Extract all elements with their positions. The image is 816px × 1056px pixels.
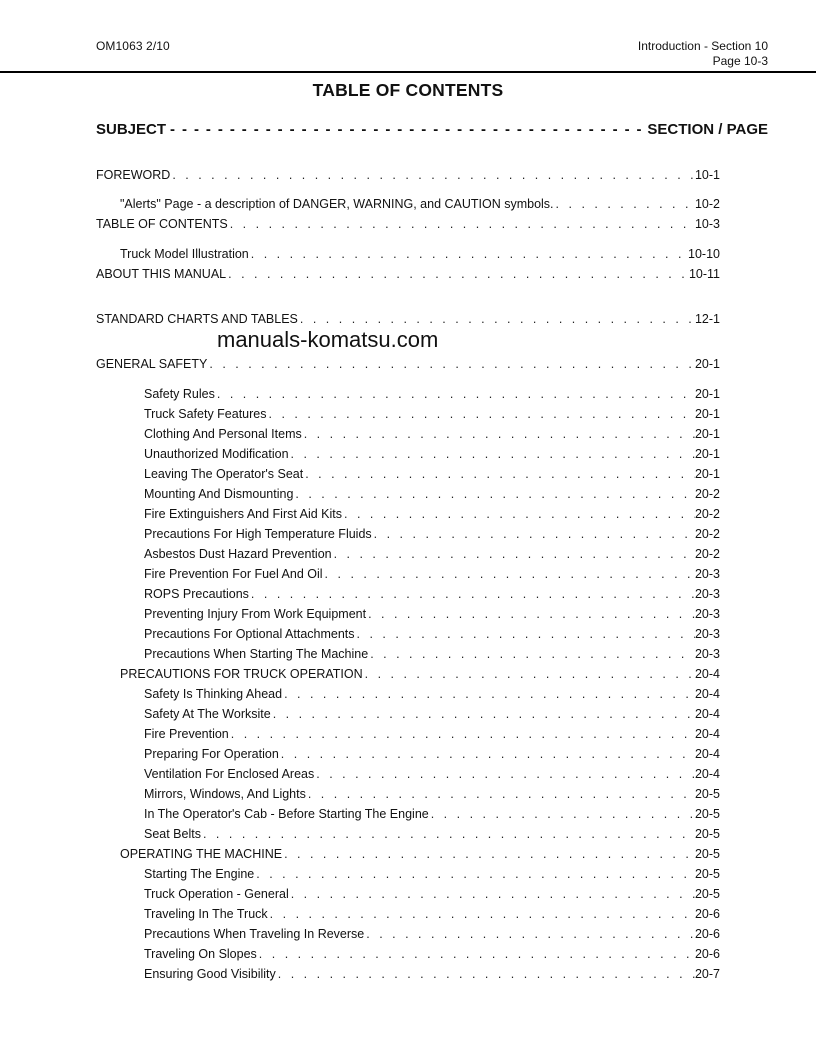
dot-leader <box>289 887 695 901</box>
toc-entry-page: 20-3 <box>694 647 720 661</box>
toc-entry-page: 20-2 <box>694 527 720 541</box>
toc-entry-title: Traveling On Slopes <box>144 947 257 961</box>
toc-entry-page: 20-1 <box>694 407 720 421</box>
toc-entry[interactable] <box>144 747 720 763</box>
toc-entry[interactable] <box>144 947 720 963</box>
dot-leader <box>302 427 695 441</box>
dot-leader <box>332 547 695 561</box>
toc-entry-page: 20-3 <box>694 587 720 601</box>
dot-leader <box>276 967 695 981</box>
toc-entry[interactable] <box>144 587 720 603</box>
toc-entry-page: 20-4 <box>694 707 720 721</box>
toc-entry-title: FOREWORD <box>96 168 171 182</box>
toc-entry[interactable] <box>120 197 720 213</box>
dot-leader <box>429 807 695 821</box>
dot-leader <box>282 847 695 861</box>
dot-leader <box>207 357 695 371</box>
toc-entry-page: 20-1 <box>694 447 720 461</box>
toc-entry-title: OPERATING THE MACHINE <box>120 847 283 861</box>
dot-leader <box>215 387 695 401</box>
dot-leader <box>355 627 695 641</box>
toc-entry[interactable] <box>144 487 720 503</box>
toc-entry[interactable] <box>144 407 720 423</box>
dot-leader <box>366 607 695 621</box>
toc-entry-title: Preparing For Operation <box>144 747 279 761</box>
toc-entry-page: 20-2 <box>694 547 720 561</box>
toc-entry-title: GENERAL SAFETY <box>96 357 208 371</box>
toc-entry-page: 20-4 <box>694 727 720 741</box>
dot-leader <box>372 527 695 541</box>
dot-leader <box>363 667 695 681</box>
toc-entry-title: Precautions When Starting The Machine <box>144 647 369 661</box>
dot-leader <box>282 687 695 701</box>
toc-entry-page: 20-5 <box>694 847 720 861</box>
toc-entry-title: Unauthorized Modification <box>144 447 289 461</box>
toc-entry-page: 10-11 <box>688 267 720 281</box>
toc-entry[interactable] <box>144 467 720 483</box>
toc-entry-title: Ventilation For Enclosed Areas <box>144 767 315 781</box>
toc-entry[interactable] <box>144 387 720 403</box>
toc-entry-title: Truck Operation - General <box>144 887 289 901</box>
toc-entry[interactable] <box>144 547 720 563</box>
toc-entry-title: Truck Model Illustration <box>120 247 249 261</box>
toc-entry-page: 20-2 <box>694 507 720 521</box>
toc-entry[interactable] <box>144 707 720 723</box>
toc-entry-title: ABOUT THIS MANUAL <box>96 267 227 281</box>
toc-entry-page: 10-2 <box>694 197 720 211</box>
toc-entry-title: Mirrors, Windows, And Lights <box>144 787 306 801</box>
toc-entry-page: 20-1 <box>694 357 720 371</box>
toc-entry[interactable] <box>144 687 720 703</box>
toc-entry-page: 20-1 <box>694 427 720 441</box>
toc-entry[interactable] <box>120 667 720 683</box>
toc-entry[interactable] <box>144 867 720 883</box>
toc-entry-title: Precautions For Optional Attachments <box>144 627 355 641</box>
dot-leader <box>364 927 695 941</box>
toc-entry-page: 20-6 <box>694 927 720 941</box>
toc-entry-title: Fire Prevention For Fuel And Oil <box>144 567 323 581</box>
toc-entry-page: 10-10 <box>688 247 720 261</box>
toc-entry-title: Mounting And Dismounting <box>144 487 294 501</box>
document-code: OM1063 2/10 <box>96 39 170 53</box>
toc-entry-title: Precautions When Traveling In Reverse <box>144 927 365 941</box>
section-label: Introduction - Section 10 <box>637 39 768 53</box>
dot-leader <box>254 867 695 881</box>
toc-entry-title: Ensuring Good Visibility <box>144 967 276 981</box>
dot-leader <box>342 507 695 521</box>
toc-entry-title: Fire Prevention <box>144 727 229 741</box>
toc-entry-page: 20-5 <box>694 887 720 901</box>
dot-leader <box>228 217 695 231</box>
toc-entry[interactable] <box>144 567 720 583</box>
toc-entry[interactable] <box>96 217 720 233</box>
toc-entry-page: 20-5 <box>694 787 720 801</box>
toc-entry[interactable] <box>120 247 720 263</box>
watermark-text: manuals-komatsu.com <box>217 327 439 352</box>
page-title: TABLE OF CONTENTS <box>312 80 504 100</box>
subject-label: SUBJECT <box>96 121 167 138</box>
toc-entry[interactable] <box>144 907 720 923</box>
toc-entry[interactable] <box>120 847 720 863</box>
toc-entry-title: TABLE OF CONTENTS <box>96 217 228 231</box>
toc-entry-page: 20-4 <box>694 687 720 701</box>
toc-entry-title: Fire Extinguishers And First Aid Kits <box>144 507 342 521</box>
toc-entry[interactable] <box>144 787 720 803</box>
toc-entry-page: 20-2 <box>694 487 720 501</box>
toc-entry-page: 20-4 <box>694 667 720 681</box>
toc-entry-page: 20-6 <box>694 947 720 961</box>
toc-entry[interactable] <box>96 312 720 328</box>
dot-leader <box>257 947 695 961</box>
dot-leader <box>249 247 688 261</box>
toc-entry[interactable] <box>144 807 720 823</box>
toc-entry-page: 20-3 <box>694 607 720 621</box>
toc-entry[interactable] <box>144 887 720 903</box>
dot-leader <box>303 467 695 481</box>
toc-entry-page: 12-1 <box>694 312 720 326</box>
toc-entry-page: 20-5 <box>694 827 720 841</box>
toc-entry-page: 10-1 <box>694 168 720 182</box>
dot-leader <box>201 827 695 841</box>
toc-entry[interactable] <box>144 527 720 543</box>
toc-entry[interactable] <box>144 647 720 663</box>
dot-leader <box>249 587 695 601</box>
toc-entry-title: Safety Is Thinking Ahead <box>144 687 283 701</box>
toc-entry[interactable] <box>144 827 720 843</box>
toc-entry-page: 20-5 <box>694 807 720 821</box>
toc-entry-page: 10-3 <box>694 217 720 231</box>
toc-entry-title: ROPS Precautions <box>144 587 249 601</box>
dot-leader <box>226 267 689 281</box>
toc-entry[interactable] <box>144 927 720 943</box>
dot-leader <box>279 747 695 761</box>
toc-entry[interactable] <box>96 357 720 373</box>
dot-leader <box>267 407 695 421</box>
toc-entry-title: "Alerts" Page - a description of DANGER, WARNING, and CAUTION symbols. <box>120 197 554 211</box>
dot-leader <box>289 447 695 461</box>
toc-entry[interactable] <box>144 967 720 983</box>
toc-entry-title: Clothing And Personal Items <box>144 427 302 441</box>
toc-entry[interactable] <box>96 267 720 283</box>
section-page-label: SECTION / PAGE <box>647 121 768 138</box>
page-number: Page 10-3 <box>712 54 768 68</box>
toc-entry-page: 20-3 <box>694 627 720 641</box>
toc-entry-title: PRECAUTIONS FOR TRUCK OPERATION <box>120 667 363 681</box>
dot-leader <box>314 767 695 781</box>
toc-entry-title: In The Operator's Cab - Before Starting The Engine <box>144 807 429 821</box>
toc-entry[interactable] <box>144 427 720 443</box>
dot-leader <box>268 907 695 921</box>
toc-entry-title: Seat Belts <box>144 827 201 841</box>
toc-entry-page: 20-4 <box>694 747 720 761</box>
toc-entry[interactable] <box>96 168 720 184</box>
dot-leader <box>271 707 695 721</box>
toc-entry-page: 20-6 <box>694 907 720 921</box>
dot-leader <box>554 197 695 211</box>
toc-entry[interactable] <box>144 447 720 463</box>
toc-entry-title: Truck Safety Features <box>144 407 267 421</box>
toc-entry-page: 20-5 <box>694 867 720 881</box>
toc-entry-page: 20-3 <box>694 567 720 581</box>
toc-entry-page: 20-4 <box>694 767 720 781</box>
dot-leader <box>229 727 695 741</box>
toc-entry-title: Leaving The Operator's Seat <box>144 467 304 481</box>
toc-entry-page: 20-1 <box>694 467 720 481</box>
dot-leader <box>293 487 695 501</box>
toc-entry-title: Precautions For High Temperature Fluids <box>144 527 372 541</box>
toc-entry[interactable] <box>144 607 720 623</box>
toc-entry-page: 20-7 <box>694 967 720 981</box>
toc-entry-title: STANDARD CHARTS AND TABLES <box>96 312 298 326</box>
dot-leader <box>323 567 695 581</box>
toc-entry-title: Preventing Injury From Work Equipment <box>144 607 367 621</box>
toc-entry-title: Safety At The Worksite <box>144 707 271 721</box>
toc-entry-title: Asbestos Dust Hazard Prevention <box>144 547 332 561</box>
toc-entry[interactable] <box>144 727 720 743</box>
toc-entry-title: Safety Rules <box>144 387 215 401</box>
toc-entry-title: Starting The Engine <box>144 867 255 881</box>
toc-entry[interactable] <box>144 507 720 523</box>
toc-entry[interactable] <box>144 627 720 643</box>
toc-entry-page: 20-1 <box>694 387 720 401</box>
dot-leader <box>170 168 695 182</box>
dot-leader <box>368 647 695 661</box>
toc-entry-title: Traveling In The Truck <box>144 907 268 921</box>
toc-entry[interactable] <box>144 767 720 783</box>
dot-leader <box>298 312 695 326</box>
dot-leader <box>306 787 695 801</box>
